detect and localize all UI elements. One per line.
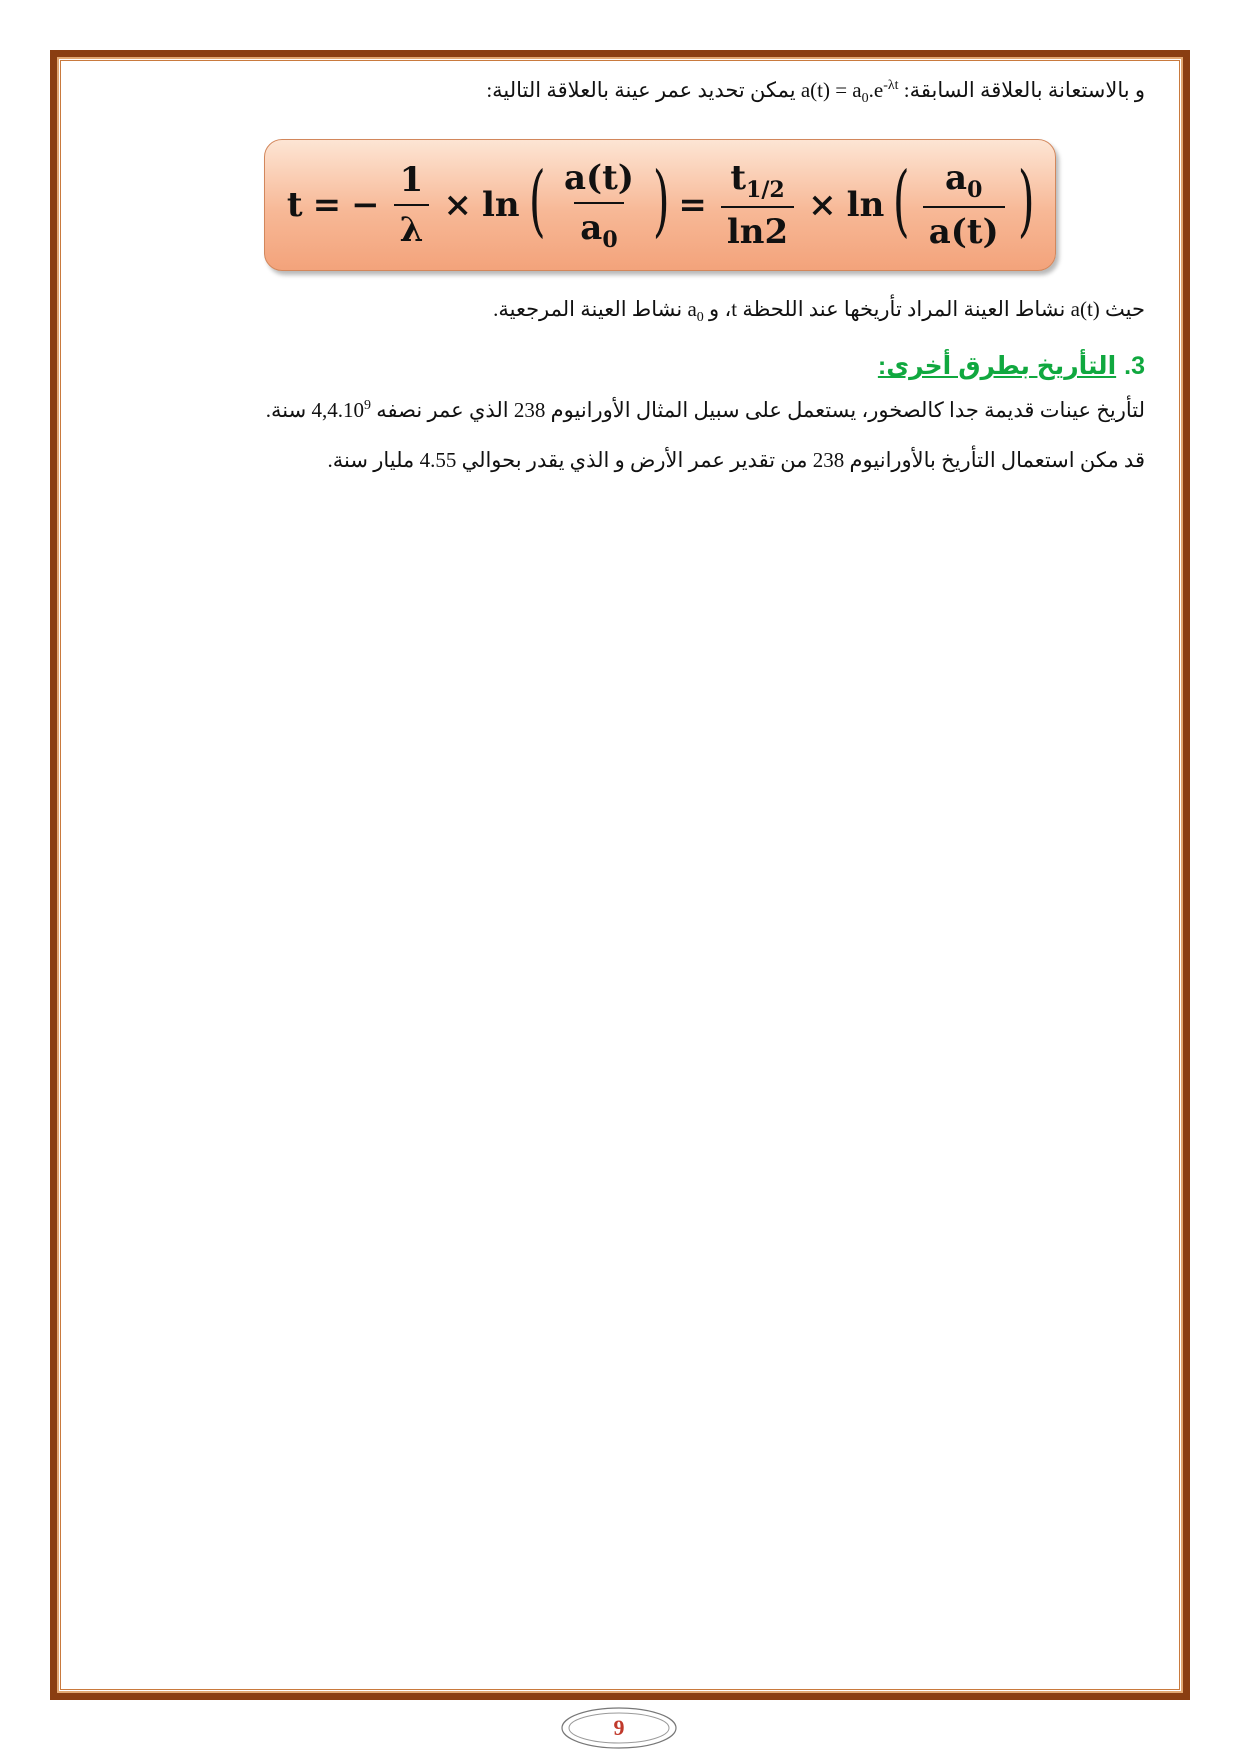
paren-close: ) (652, 156, 670, 247)
section-number: 3. (1124, 352, 1145, 381)
paren-close-2: ) (1017, 156, 1035, 247)
intro-lead: و بالاستعانة بالعلاقة السابقة: (898, 78, 1145, 102)
formula-ln-2: ln (846, 185, 885, 226)
uranium-paragraph: لتأريخ عينات قديمة جدا كالصخور، يستعمل على سبيل المثال الأورانيوم 238 الذي عمر نصفه 4,4.10$^9$ سنة. (265, 398, 1145, 423)
age-formula (287, 158, 1033, 252)
intro-paragraph (95, 70, 1145, 115)
formula-minus: − (351, 185, 380, 226)
section-title: التأريخ بطرق أخرى: (877, 352, 1117, 381)
formula-ln: ln (481, 185, 520, 226)
formula-times: × (443, 185, 472, 226)
formula-equals-2: = (678, 185, 707, 226)
decay-relation: $a(t) = a_0.e^{-\lambda t}$ (800, 78, 899, 107)
page-number: 9 (613, 1715, 625, 1740)
age-formula-box (264, 139, 1056, 271)
formula-times-2: × (808, 185, 837, 226)
page-content (95, 70, 1145, 476)
formula-equals: = (312, 185, 342, 226)
paren-open: ( (528, 156, 546, 247)
fraction-at-over-a0: $\frac{a(t)}{a_0}$ (564, 158, 634, 254)
fraction-one-over-lambda: $\frac{1}{\lambda}$ (394, 160, 430, 250)
fraction-a0-over-at: $\frac{a_0}{a(t)}$ (923, 158, 1005, 252)
earth-age-paragraph: قد مكن استعمال التأريخ بالأورانيوم 238 من تقدير عمر الأرض و الذي يقدر بحوالي 4.55 مليار سنة. (327, 448, 1145, 473)
intro-tail: يمكن تحديد عمر عينة بالعلاقة التالية: (486, 78, 801, 102)
fraction-half-life-over-ln2: $\frac{t_{1/2}}{\ln 2}$ (721, 158, 794, 252)
section-3-heading (95, 350, 1145, 382)
paren-open-2: ( (893, 156, 910, 247)
page-number-badge (560, 1706, 678, 1750)
formula-t: t (286, 185, 303, 226)
definition-paragraph: حيث a(t) نشاط العينة المراد تأريخها عند اللحظة t، و $a_0$ نشاط العينة المرجعية. (493, 297, 1145, 326)
